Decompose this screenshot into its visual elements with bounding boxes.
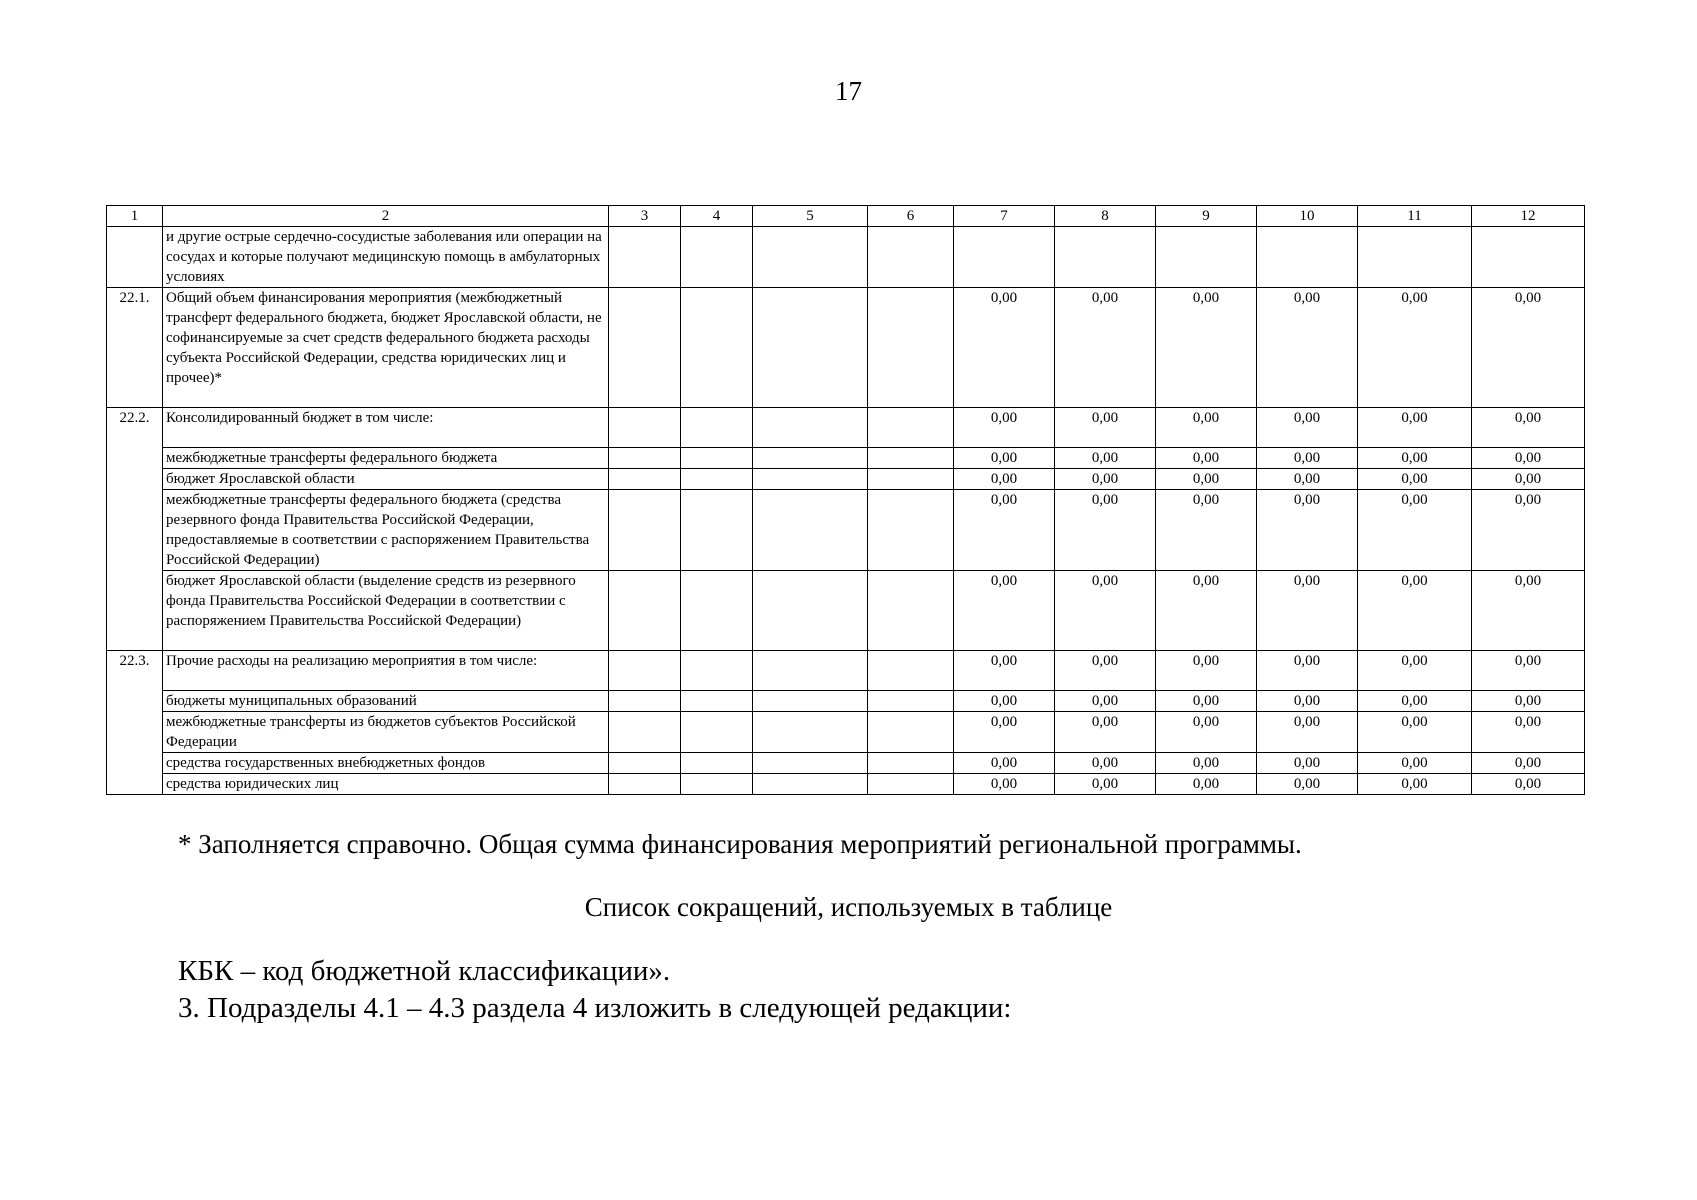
value-cell: 0,00 <box>1358 774 1472 795</box>
value-cell: 0,00 <box>954 288 1055 408</box>
value-cell: 0,00 <box>1055 469 1156 490</box>
value-cell: 0,00 <box>1358 408 1472 448</box>
empty-cell <box>868 227 954 288</box>
empty-cell <box>954 227 1055 288</box>
row-label-cell: средства государственных внебюджетных фондов <box>163 753 609 774</box>
table-row <box>107 490 1585 571</box>
value-cell: 0,00 <box>1257 753 1358 774</box>
value-cell: 0,00 <box>1055 408 1156 448</box>
value-cell: 0,00 <box>1472 448 1585 469</box>
empty-cell <box>868 288 954 408</box>
row-number-cell <box>107 227 163 288</box>
empty-cell <box>868 691 954 712</box>
financing-table <box>106 205 1585 795</box>
row-label-cell: средства юридических лиц <box>163 774 609 795</box>
column-header: 5 <box>753 206 868 227</box>
value-cell: 0,00 <box>1472 571 1585 651</box>
value-cell: 0,00 <box>1472 753 1585 774</box>
value-cell: 0,00 <box>954 691 1055 712</box>
value-cell: 0,00 <box>1257 408 1358 448</box>
row-number-cell: 22.1. <box>107 288 163 408</box>
value-cell: 0,00 <box>1055 753 1156 774</box>
table-row <box>107 448 1585 469</box>
value-cell: 0,00 <box>1055 774 1156 795</box>
value-cell: 0,00 <box>1156 753 1257 774</box>
abbreviations-caption: Список сокращений, используемых в таблице <box>584 892 1113 922</box>
value-cell: 0,00 <box>1257 691 1358 712</box>
value-cell: 0,00 <box>1358 571 1472 651</box>
value-cell: 0,00 <box>1257 651 1358 691</box>
value-cell: 0,00 <box>1472 651 1585 691</box>
value-cell: 0,00 <box>1472 469 1585 490</box>
value-cell: 0,00 <box>1257 490 1358 571</box>
value-cell: 0,00 <box>1358 651 1472 691</box>
empty-cell <box>868 571 954 651</box>
empty-cell <box>681 691 753 712</box>
value-cell: 0,00 <box>954 448 1055 469</box>
empty-cell <box>868 490 954 571</box>
row-number-cell: 22.3. <box>107 651 163 795</box>
value-cell: 0,00 <box>1472 408 1585 448</box>
value-cell: 0,00 <box>1156 469 1257 490</box>
value-cell: 0,00 <box>1472 691 1585 712</box>
table-row <box>107 712 1585 753</box>
empty-cell <box>609 288 681 408</box>
value-cell: 0,00 <box>1358 691 1472 712</box>
value-cell: 0,00 <box>1257 448 1358 469</box>
empty-cell <box>609 469 681 490</box>
empty-cell <box>681 774 753 795</box>
value-cell: 0,00 <box>1156 448 1257 469</box>
row-label-cell: межбюджетные трансферты федерального бюджета (средства резервного фонда Правительства Российской Федерации, предоставляемые в соответствии с распоряжением Правительства Российской Федерации) <box>163 490 609 571</box>
empty-cell <box>753 712 868 753</box>
row-label-cell: межбюджетные трансферты из бюджетов субъектов Российской Федерации <box>163 712 609 753</box>
empty-cell <box>609 408 681 448</box>
row-label-cell: бюджет Ярославской области <box>163 469 609 490</box>
value-cell: 0,00 <box>1358 753 1472 774</box>
value-cell: 0,00 <box>1358 712 1472 753</box>
empty-cell <box>868 774 954 795</box>
row-number-cell: 22.2. <box>107 408 163 651</box>
column-header: 12 <box>1472 206 1585 227</box>
row-label-cell: Консолидированный бюджет в том числе: <box>163 408 609 448</box>
value-cell: 0,00 <box>954 753 1055 774</box>
empty-cell <box>868 712 954 753</box>
value-cell: 0,00 <box>954 571 1055 651</box>
empty-cell <box>868 469 954 490</box>
empty-cell <box>609 651 681 691</box>
empty-cell <box>868 651 954 691</box>
value-cell: 0,00 <box>1257 712 1358 753</box>
empty-cell <box>1156 227 1257 288</box>
empty-cell <box>681 288 753 408</box>
row-label-cell: Прочие расходы на реализацию мероприятия в том числе: <box>163 651 609 691</box>
row-label-cell: межбюджетные трансферты федерального бюджета <box>163 448 609 469</box>
value-cell: 0,00 <box>1257 288 1358 408</box>
empty-cell <box>609 490 681 571</box>
value-cell: 0,00 <box>1358 288 1472 408</box>
table-header-row <box>107 206 1585 227</box>
row-label-cell: бюджет Ярославской области (выделение средств из резервного фонда Правительства Российской Федерации в соответствии с распоряжением Правительства Российской Федерации) <box>163 571 609 651</box>
column-header: 4 <box>681 206 753 227</box>
table-row <box>107 571 1585 651</box>
empty-cell <box>868 448 954 469</box>
value-cell: 0,00 <box>1156 571 1257 651</box>
empty-cell <box>753 571 868 651</box>
empty-cell <box>681 712 753 753</box>
empty-cell <box>681 408 753 448</box>
value-cell: 0,00 <box>954 469 1055 490</box>
empty-cell <box>753 408 868 448</box>
empty-cell <box>753 651 868 691</box>
value-cell: 0,00 <box>1156 490 1257 571</box>
value-cell: 0,00 <box>1472 288 1585 408</box>
empty-cell <box>609 448 681 469</box>
column-header: 9 <box>1156 206 1257 227</box>
value-cell: 0,00 <box>1358 448 1472 469</box>
table-row <box>107 469 1585 490</box>
amendment-paragraph: 3. Подразделы 4.1 – 4.3 раздела 4 изложить в следующей редакции: <box>178 992 1012 1024</box>
empty-cell <box>609 753 681 774</box>
empty-cell <box>1257 227 1358 288</box>
empty-cell <box>753 448 868 469</box>
empty-cell <box>1055 227 1156 288</box>
empty-cell <box>1472 227 1585 288</box>
value-cell: 0,00 <box>1156 288 1257 408</box>
empty-cell <box>753 469 868 490</box>
value-cell: 0,00 <box>954 774 1055 795</box>
value-cell: 0,00 <box>1156 774 1257 795</box>
value-cell: 0,00 <box>1358 469 1472 490</box>
column-header: 8 <box>1055 206 1156 227</box>
value-cell: 0,00 <box>1257 571 1358 651</box>
footnote: * Заполняется справочно. Общая сумма финансирования мероприятий региональной программы. <box>178 829 1302 859</box>
empty-cell <box>868 408 954 448</box>
table-row <box>107 691 1585 712</box>
empty-cell <box>681 227 753 288</box>
empty-cell <box>753 691 868 712</box>
empty-cell <box>753 288 868 408</box>
table-row <box>107 288 1585 408</box>
empty-cell <box>1358 227 1472 288</box>
empty-cell <box>681 469 753 490</box>
table-row <box>107 227 1585 288</box>
empty-cell <box>753 753 868 774</box>
empty-cell <box>609 571 681 651</box>
column-header: 10 <box>1257 206 1358 227</box>
empty-cell <box>753 490 868 571</box>
column-header: 2 <box>163 206 609 227</box>
empty-cell <box>609 227 681 288</box>
empty-cell <box>609 691 681 712</box>
value-cell: 0,00 <box>1055 448 1156 469</box>
column-header: 3 <box>609 206 681 227</box>
value-cell: 0,00 <box>1156 651 1257 691</box>
empty-cell <box>609 712 681 753</box>
value-cell: 0,00 <box>1156 691 1257 712</box>
table-row <box>107 651 1585 691</box>
page-number: 17 <box>835 76 862 106</box>
value-cell: 0,00 <box>1358 490 1472 571</box>
value-cell: 0,00 <box>1055 490 1156 571</box>
value-cell: 0,00 <box>1257 774 1358 795</box>
row-label-cell: и другие острые сердечно-сосудистые заболевания или операции на сосудах и которые получают медицинскую помощь в амбулаторных условиях <box>163 227 609 288</box>
empty-cell <box>681 490 753 571</box>
empty-cell <box>681 651 753 691</box>
value-cell: 0,00 <box>1472 774 1585 795</box>
row-label-cell: Общий объем финансирования мероприятия (межбюджетный трансферт федерального бюджета, бюджет Ярославской области, не софинансируемые за счет средств федерального бюджета расходы субъекта Российской Федерации, средства юридических лиц и прочее)* <box>163 288 609 408</box>
value-cell: 0,00 <box>954 651 1055 691</box>
column-header: 11 <box>1358 206 1472 227</box>
column-header: 6 <box>868 206 954 227</box>
empty-cell <box>681 753 753 774</box>
table-row <box>107 774 1585 795</box>
value-cell: 0,00 <box>954 490 1055 571</box>
value-cell: 0,00 <box>1055 691 1156 712</box>
empty-cell <box>609 774 681 795</box>
value-cell: 0,00 <box>1472 490 1585 571</box>
value-cell: 0,00 <box>1156 712 1257 753</box>
empty-cell <box>681 448 753 469</box>
empty-cell <box>753 227 868 288</box>
value-cell: 0,00 <box>1156 408 1257 448</box>
value-cell: 0,00 <box>954 712 1055 753</box>
value-cell: 0,00 <box>1472 712 1585 753</box>
value-cell: 0,00 <box>1055 288 1156 408</box>
table-row <box>107 753 1585 774</box>
column-header: 1 <box>107 206 163 227</box>
empty-cell <box>868 753 954 774</box>
table-row <box>107 408 1585 448</box>
value-cell: 0,00 <box>1055 651 1156 691</box>
value-cell: 0,00 <box>1257 469 1358 490</box>
value-cell: 0,00 <box>954 408 1055 448</box>
row-label-cell: бюджеты муниципальных образований <box>163 691 609 712</box>
value-cell: 0,00 <box>1055 571 1156 651</box>
column-header: 7 <box>954 206 1055 227</box>
empty-cell <box>681 571 753 651</box>
empty-cell <box>753 774 868 795</box>
abbreviation-kbk: КБК – код бюджетной классификации». <box>178 955 671 987</box>
value-cell: 0,00 <box>1055 712 1156 753</box>
